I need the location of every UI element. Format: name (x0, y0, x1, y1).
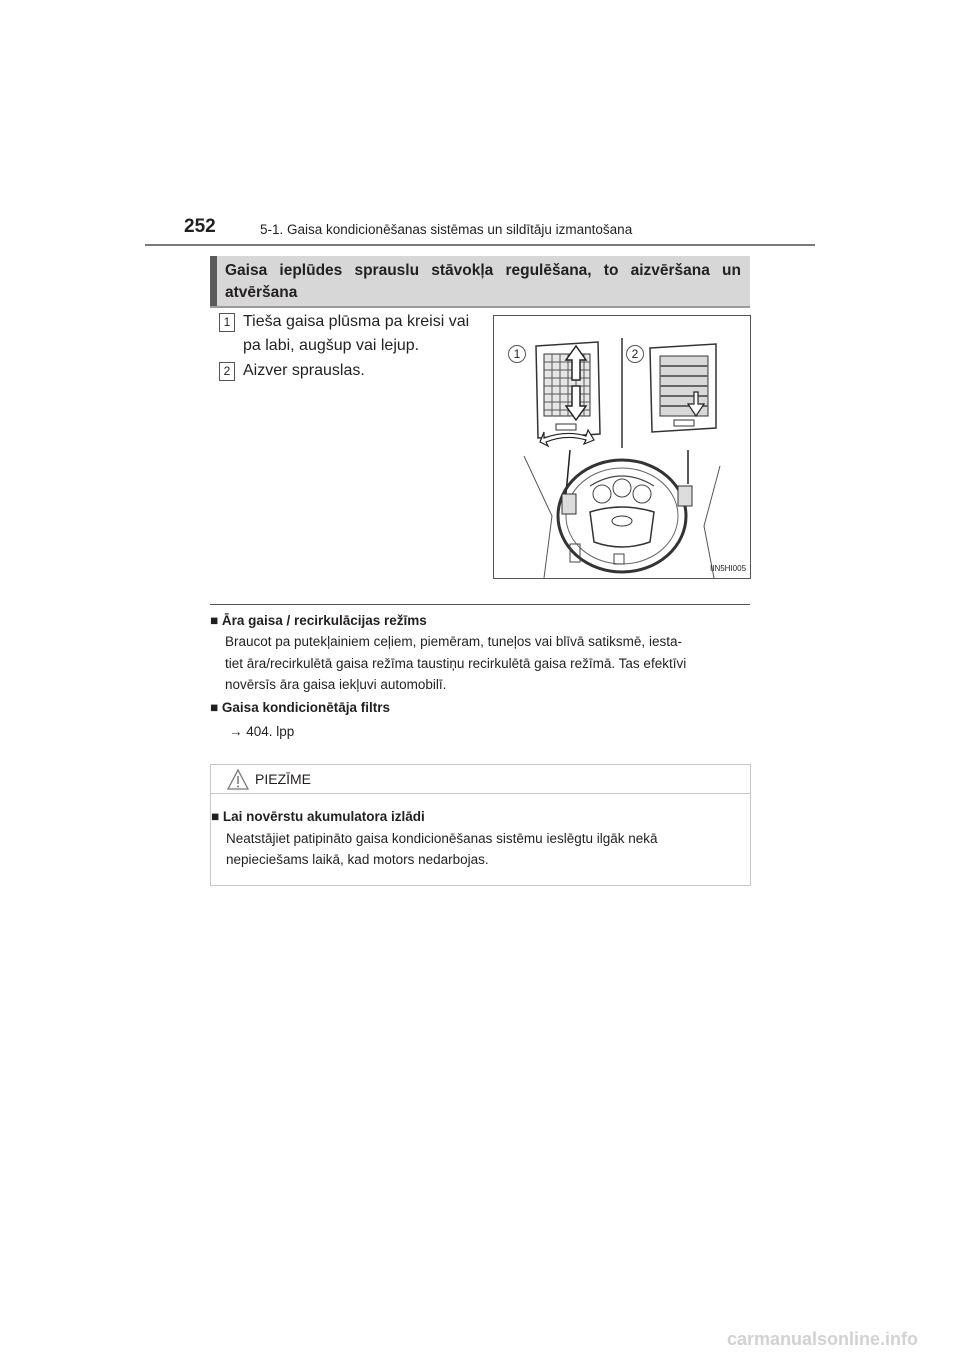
step-2-text: Aizver sprauslas. (243, 362, 365, 379)
air-vent-illustration (493, 315, 751, 579)
step-1-line-2: pa labi, augšup vai lejup. (243, 337, 420, 354)
section-heading-box (210, 256, 750, 308)
callout-2: 2 (626, 345, 644, 363)
notice-line-2: nepieciešams laikā, kad motors nedarbojas. (226, 852, 489, 867)
notice-bullet: ■ (211, 809, 220, 824)
section-title: Gaisa ieplūdes sprauslu stāvokļa regulēšana, to aizvēršana un atvēršana (225, 262, 741, 301)
note-1-line-2: tiet āra/recirkulētā gaisa režīma taustiņu recirkulētā gaisa režīmā. Tas efektīvi (225, 656, 687, 671)
running-header: 5-1. Gaisa kondicionēšanas sistēmas un sildītāju izmantošana (260, 222, 633, 237)
note-1-line-3: novērsīs āra gaisa iekļuvi automobilī. (225, 677, 447, 692)
step-number-1: 1 (219, 313, 235, 332)
page-reference-link[interactable]: → 404. lpp (229, 724, 295, 739)
step-number-2: 2 (219, 362, 235, 381)
vent-drawing (494, 316, 750, 578)
header-rule (145, 244, 815, 246)
warning-icon (227, 769, 249, 791)
note-1-heading (210, 613, 427, 628)
page-number: 252 (184, 216, 216, 237)
notice-line-1: Neatstājiet patipināto gaisa kondicionēšanas sistēmu ieslēgtu ilgāk nekā (226, 831, 658, 846)
callout-1: 1 (508, 345, 526, 363)
notice-divider (211, 793, 750, 794)
watermark: carmanualsonline.info (726, 1329, 918, 1349)
section-heading-bar (210, 256, 217, 306)
note-2-heading (210, 700, 390, 715)
notice-heading (211, 809, 425, 824)
note-2-bullet: ■ (210, 700, 219, 715)
step-1-line-1: Tieša gaisa plūsma pa kreisi vai (243, 313, 470, 330)
figure-code: IIN5HI005 (710, 564, 747, 573)
note-1-title: Āra gaisa / recirkulācijas režīms (221, 613, 427, 628)
note-1-line-1: Braucot pa putekļainiem ceļiem, piemēram, tuneļos vai blīvā satiksmē, iesta- (225, 634, 682, 649)
note-2-title: Gaisa kondicionētāja filtrs (221, 700, 390, 715)
notice-label: PIEZĪME (255, 771, 312, 787)
notice-box (210, 764, 751, 886)
note-1-bullet: ■ (210, 613, 219, 628)
notice-title: Lai novērstu akumulatora izlādi (222, 809, 425, 824)
section-divider (210, 604, 750, 605)
